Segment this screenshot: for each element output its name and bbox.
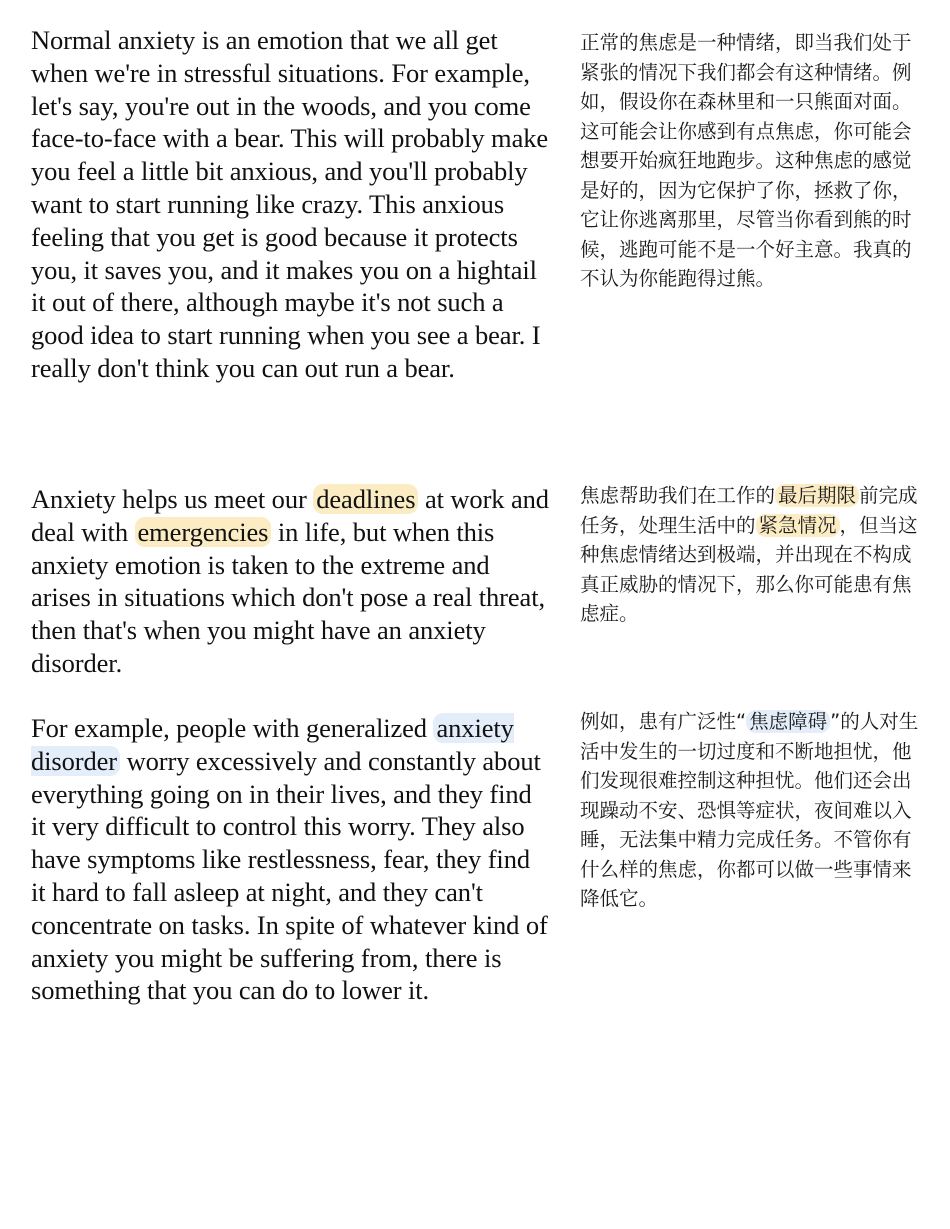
paragraph-3-chinese-text: ”的人对生活中发生的一切过度和不断地担忧，他们发现很难控制这种担忧。他们还会出现躁动不安、恐惧等症状，夜间难以入睡，无法集中精力完成任务。不管你有什么样的焦虑，你都可以做一些事情来降低它。 bbox=[580, 710, 919, 910]
highlight-anxiety-disorder[interactable]: anxiety disorder bbox=[31, 713, 514, 776]
highlight-emergencies[interactable]: emergencies bbox=[135, 517, 272, 547]
highlight-emergencies-zh[interactable]: 紧急情况 bbox=[756, 514, 840, 537]
highlight-anxiety-disorder-zh[interactable]: 焦虑障碍 bbox=[746, 710, 830, 733]
highlight-deadlines-zh[interactable]: 最后期限 bbox=[775, 484, 859, 507]
paragraph-2-chinese bbox=[580, 481, 930, 629]
paragraph-2-english bbox=[31, 483, 551, 680]
paragraph-2-english-text: in life, but when this anxiety emotion is taken to the extreme and arises in situations which don't pose a real threat, then that's when you might have an anxiety disorder. bbox=[31, 516, 545, 678]
paragraph-2-chinese-text: ，但当这种焦虑情绪达到极端，并出现在不构成真正威胁的情况下，那么你可能患有焦虑症。 bbox=[580, 513, 918, 625]
highlight-deadlines[interactable]: deadlines bbox=[313, 484, 418, 514]
paragraph-1-chinese: 正常的焦虑是一种情绪，即当我们处于紧张的情况下我们都会有这种情绪。例如，假设你在森林里和一只熊面对面。这可能会让你感到有点焦虑，你可能会想要开始疯狂地跑步。这种焦虑的感觉是好的，因为它保护了你，拯救了你，它让你逃离那里，尽管当你看到熊的时候，逃跑可能不是一个好主意。我真的不认为你能跑得过熊。 bbox=[580, 31, 912, 290]
paragraph-2-chinese-text: 前完成任务，处理生活中的 bbox=[580, 484, 918, 537]
paragraph-3-chinese-text: 例如，患有广泛性“ bbox=[580, 710, 747, 733]
paragraph-2-chinese-text: 焦虑帮助我们在工作的 bbox=[580, 484, 776, 507]
paragraph-3-english-text: For example, people with generalized bbox=[31, 713, 434, 743]
paragraph-2-english-text: Anxiety helps us meet our bbox=[31, 484, 314, 514]
paragraph-2-english-text: at work and deal with bbox=[31, 484, 549, 547]
paragraph-1-english: Normal anxiety is an emotion that we all get when we're in stressful situations. For example, let's say, you're out in the woods, and you come face-to-face with a bear. This will probably make you feel a little bit anxious, and you'll probably want to start running like crazy. This anxious feeling that you get is good because it protects you, it saves you, and it makes you on a hightail it out of there, although maybe it's not such a good idea to start running when you see a bear. I really don't think you can out run a bear. bbox=[31, 25, 549, 383]
paragraph-3-chinese bbox=[580, 707, 930, 914]
paragraph-3-english bbox=[31, 712, 551, 1007]
paragraph-3-english-text: worry excessively and constantly about everything going on in their lives, and they find it very difficult to control this worry. They also have symptoms like restlessness, fear, they find it hard to fall asleep at night, and they can't concentrate on tasks. In spite of whatever kind of anxiety you might be suffering from, there is something that you can do to lower it. bbox=[31, 745, 548, 1006]
